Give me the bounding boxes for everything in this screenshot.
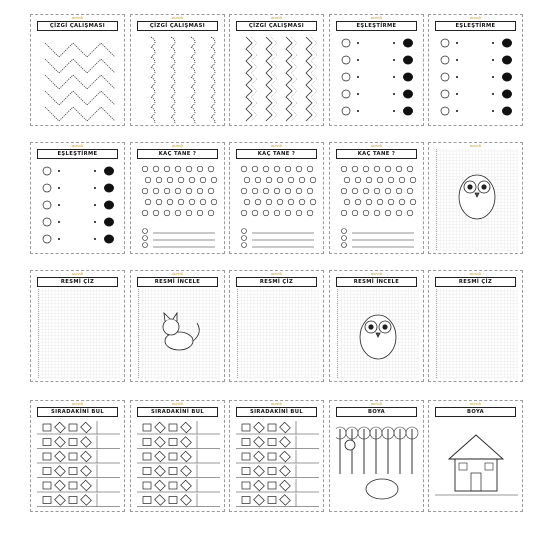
brand-logo: mevdi <box>371 16 382 20</box>
worksheet-card <box>30 14 125 126</box>
brand-logo: mevdi <box>371 402 382 406</box>
shadow-matching-icon <box>336 33 419 123</box>
worksheet-illustration <box>336 161 419 251</box>
worksheet-title: RESMİ İNCELE <box>353 279 400 285</box>
worksheet-illustration <box>435 289 518 379</box>
worksheet-illustration <box>37 289 120 379</box>
brand-logo: mevdi <box>470 144 481 148</box>
shadow-matching-icon <box>435 33 518 123</box>
worksheet-title: EŞLEŞTİRME <box>57 151 98 157</box>
worksheet-title-banner <box>137 277 218 287</box>
worksheet-illustration <box>137 289 220 379</box>
worksheet-title-banner <box>435 277 516 287</box>
pattern-sequence-icon <box>137 419 220 509</box>
worksheet-title: SIRADAKİNİ BUL <box>150 409 205 415</box>
worksheet-title-banner <box>137 21 218 31</box>
worksheet-card <box>229 14 324 126</box>
counting-icon <box>336 161 419 251</box>
worksheet-title: SIRADAKİNİ BUL <box>249 409 304 415</box>
worksheet-title-banner <box>435 407 516 417</box>
cat-drawing-grid-icon <box>137 289 220 379</box>
brand-logo: mevdi <box>371 144 382 148</box>
worksheet-title: ÇİZGİ ÇALIŞMASI <box>248 23 305 29</box>
worksheet-card <box>30 400 125 512</box>
pattern-sequence-icon <box>37 419 120 509</box>
brand-logo: mevdi <box>72 402 83 406</box>
brand-logo: mevdi <box>72 272 83 276</box>
brand-logo: mevdi <box>271 402 282 406</box>
worksheet-card <box>329 14 424 126</box>
worksheet-title-banner <box>236 277 317 287</box>
blank-grid-icon <box>435 289 518 379</box>
brand-logo: mevdi <box>172 16 183 20</box>
worksheet-title: KAÇ TANE ? <box>357 151 396 157</box>
wavy-lines-icon <box>137 33 220 123</box>
worksheet-title: SIRADAKİNİ BUL <box>50 409 105 415</box>
worksheet-title: RESMİ ÇİZ <box>259 279 294 285</box>
worksheet-title: RESMİ ÇİZ <box>458 279 493 285</box>
worksheet-title-banner <box>236 407 317 417</box>
counting-icon <box>236 161 319 251</box>
brand-logo: mevdi <box>371 272 382 276</box>
worksheet-title-banner <box>236 149 317 159</box>
coloring-forest-icon <box>336 419 419 509</box>
brand-logo: mevdi <box>271 16 282 20</box>
worksheet-card <box>329 142 424 254</box>
worksheet-illustration <box>236 33 319 123</box>
coloring-house-icon <box>435 419 518 509</box>
brand-logo: mevdi <box>172 272 183 276</box>
worksheet-illustration <box>137 419 220 509</box>
worksheet-card <box>229 400 324 512</box>
brand-logo: mevdi <box>271 144 282 148</box>
worksheet-card <box>30 142 125 254</box>
worksheet-illustration <box>236 289 319 379</box>
worksheet-card <box>130 270 225 382</box>
worksheet-title: ÇİZGİ ÇALIŞMASI <box>149 23 206 29</box>
worksheet-title: RESMİ İNCELE <box>154 279 201 285</box>
worksheet-illustration <box>37 33 120 123</box>
worksheet-title-banner <box>137 149 218 159</box>
worksheet-title: BOYA <box>466 409 485 415</box>
worksheet-illustration <box>137 161 220 251</box>
worksheet-illustration <box>236 419 319 509</box>
worksheet-card <box>30 270 125 382</box>
worksheet-illustration <box>236 161 319 251</box>
worksheet-illustration <box>336 33 419 123</box>
worksheet-illustration <box>336 289 419 379</box>
brand-logo: mevdi <box>470 402 481 406</box>
worksheet-title-banner <box>336 277 417 287</box>
brand-logo: mevdi <box>172 402 183 406</box>
worksheet-card <box>130 400 225 512</box>
worksheet-illustration <box>137 33 220 123</box>
worksheet-illustration <box>435 149 518 251</box>
blank-grid-icon <box>236 289 319 379</box>
worksheet-illustration <box>37 419 120 509</box>
brand-logo: mevdi <box>271 272 282 276</box>
blank-grid-icon <box>37 289 120 379</box>
worksheet-title-banner <box>37 21 118 31</box>
worksheet-card <box>428 270 523 382</box>
pattern-sequence-icon <box>236 419 319 509</box>
worksheet-illustration <box>336 419 419 509</box>
worksheet-card <box>428 400 523 512</box>
worksheet-title: KAÇ TANE ? <box>257 151 296 157</box>
brand-logo: mevdi <box>72 16 83 20</box>
worksheet-title: KAÇ TANE ? <box>158 151 197 157</box>
worksheet-title-banner <box>236 21 317 31</box>
worksheet-title: RESMİ ÇİZ <box>60 279 95 285</box>
counting-icon <box>137 161 220 251</box>
worksheet-title: BOYA <box>367 409 386 415</box>
worksheet-card <box>428 14 523 126</box>
worksheet-card <box>428 142 523 254</box>
worksheet-title-banner <box>37 407 118 417</box>
worksheet-illustration <box>435 419 518 509</box>
brand-logo: mevdi <box>470 16 481 20</box>
worksheet-title-banner <box>137 407 218 417</box>
worksheet-title-banner <box>336 21 417 31</box>
worksheet-card <box>229 270 324 382</box>
worksheet-title-banner <box>336 407 417 417</box>
brand-logo: mevdi <box>470 272 481 276</box>
worksheet-title: EŞLEŞTİRME <box>356 23 397 29</box>
owl-drawing-grid-icon <box>336 289 419 379</box>
worksheet-card <box>229 142 324 254</box>
worksheet-card <box>329 270 424 382</box>
worksheet-title-banner <box>37 277 118 287</box>
brand-logo: mevdi <box>72 144 83 148</box>
owl-drawing-grid-icon <box>435 149 518 251</box>
worksheet-title-banner <box>37 149 118 159</box>
worksheet-title-banner <box>435 21 516 31</box>
worksheet-illustration <box>37 161 120 251</box>
worksheet-card <box>130 14 225 126</box>
worksheet-illustration <box>435 33 518 123</box>
zigzag-lines-icon <box>37 33 120 123</box>
worksheet-title: ÇİZGİ ÇALIŞMASI <box>49 23 106 29</box>
worksheet-card <box>329 400 424 512</box>
worksheet-title: EŞLEŞTİRME <box>455 23 496 29</box>
worksheet-title-banner <box>336 149 417 159</box>
brand-logo: mevdi <box>172 144 183 148</box>
shadow-matching-icon <box>37 161 120 251</box>
maze-lines-icon <box>236 33 319 123</box>
worksheet-card <box>130 142 225 254</box>
